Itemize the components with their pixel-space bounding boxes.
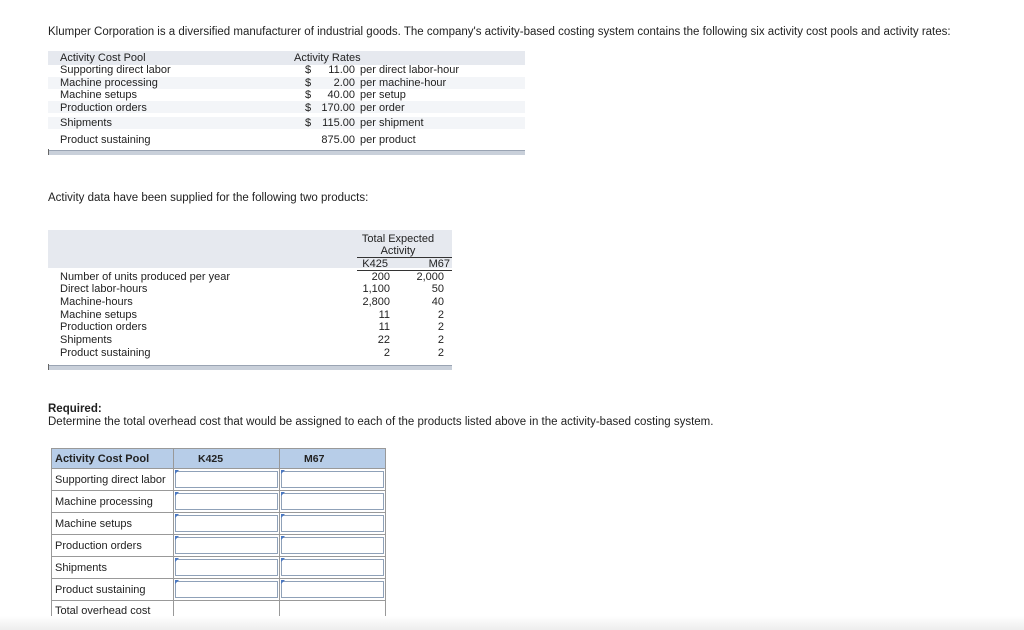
rates-header-rates: Activity Rates [294,52,361,64]
activity-k425-value: 2 [383,347,390,359]
rates-amount: 40.00 [327,89,355,101]
m67-supporting-direct-labor-input[interactable] [280,469,386,491]
rates-pool-label: Machine setups [60,89,138,101]
activity-row-label: Product sustaining [60,347,151,359]
rates-unit: per order [360,102,405,114]
activity-rates-table [48,51,525,155]
activity-m67-value: 50 [431,283,444,295]
answer-grid-header [52,449,386,469]
grid-row-label: Machine setups [52,513,174,535]
m67-product-sustaining-input[interactable] [280,579,386,601]
answer-grid [51,448,386,621]
activity-k425-value: 11 [378,321,390,333]
activity-header-line1: Total Expected [361,233,435,245]
k425-production-orders-input[interactable] [174,535,280,557]
rates-header-pool: Activity Cost Pool [60,52,146,64]
rates-unit: per machine-hour [360,77,447,89]
activity-m67-value: 2 [437,334,444,346]
grid-row [52,491,386,513]
m67-shipments-input[interactable] [280,557,386,579]
activity-left-mark [48,364,49,370]
rates-pool-label: Machine processing [60,77,158,89]
rates-pool-label: Production orders [60,102,147,114]
grid-row [52,469,386,491]
rates-pool-label: Shipments [60,117,112,129]
k425-product-sustaining-input[interactable] [174,579,280,601]
activity-row-label: Machine setups [60,309,138,321]
grid-row [52,579,386,601]
grid-header-k425: K425 [174,449,280,469]
grid-row [52,513,386,535]
k425-shipments-input[interactable] [174,557,280,579]
rates-unit: per setup [360,89,406,101]
activity-header-line2: Activity [380,245,416,257]
m67-production-orders-input[interactable] [280,535,386,557]
k425-machine-setups-input[interactable] [174,513,280,535]
activity-col-k425: K425 [362,258,388,270]
grid-header-m67: M67 [280,449,386,469]
intro-text: Klumper Corporation is a diversified manufacturer of industrial goods. The company's activity-based costing system contains the following six activity cost pools and activity rates: [48,26,951,38]
rates-pool-label: Supporting direct labor [60,64,171,76]
rates-left-mark [48,149,49,155]
activity-col-m67: M67 [428,258,450,270]
rates-amount: 875.00 [321,134,355,146]
k425-machine-processing-input[interactable] [174,491,280,513]
m67-machine-processing-input[interactable] [280,491,386,513]
k425-supporting-direct-labor-input[interactable] [174,469,280,491]
rates-amount: 170.00 [321,102,355,114]
rates-amount: 11.00 [328,64,355,76]
activity-m67-value: 2,000 [416,271,444,283]
activity-m67-value: 2 [437,347,444,359]
activity-bottom-rule [48,365,452,370]
grid-row [52,535,386,557]
grid-row-label: Production orders [52,535,174,557]
activity-k425-value: 11 [378,309,390,321]
activity-row-label: Shipments [60,334,112,346]
activity-m67-value: 2 [437,321,444,333]
m67-machine-setups-input[interactable] [280,513,386,535]
rates-currency: $ [305,102,312,114]
rates-amount: 2.00 [333,77,355,89]
rates-pool-label: Product sustaining [60,134,151,146]
activity-m67-value: 40 [431,296,444,308]
required-heading: Required: [48,403,102,415]
required-section [48,403,713,429]
rates-currency: $ [305,89,312,101]
grid-total-label: Total overhead cost [52,601,174,621]
activity-k425-value: 22 [377,334,390,346]
activity-row-label: Direct labor-hours [60,283,148,295]
activity-data-table [48,230,452,370]
bottom-shadow [0,616,1024,630]
activity-row-label: Number of units produced per year [60,271,230,283]
activity-data-intro: Activity data have been supplied for the following two products: [48,192,369,204]
activity-k425-value: 200 [371,271,390,283]
grid-row-label: Product sustaining [52,579,174,601]
required-text: Determine the total overhead cost that would be assigned to each of the products listed above in the activity-based costing system. [48,416,714,428]
rates-currency: $ [305,77,312,89]
activity-k425-value: 1,100 [362,283,390,295]
grid-row-label: Machine processing [52,491,174,513]
rates-unit: per shipment [360,117,424,129]
rates-currency: $ [305,117,312,129]
rates-unit: per direct labor-hour [360,64,460,76]
grid-row-label: Supporting direct labor [52,469,174,491]
grid-row [52,557,386,579]
rates-row-band [48,117,525,129]
rates-currency: $ [305,64,312,76]
activity-row-label: Machine-hours [60,296,133,308]
grid-row-label: Shipments [52,557,174,579]
activity-row-label: Production orders [60,321,147,333]
rates-amount: 115.00 [322,117,355,129]
grid-header-pool: Activity Cost Pool [52,449,174,469]
rates-unit: per product [360,134,416,146]
activity-k425-value: 2,800 [362,296,390,308]
activity-m67-value: 2 [437,309,444,321]
rates-bottom-rule [48,150,525,155]
